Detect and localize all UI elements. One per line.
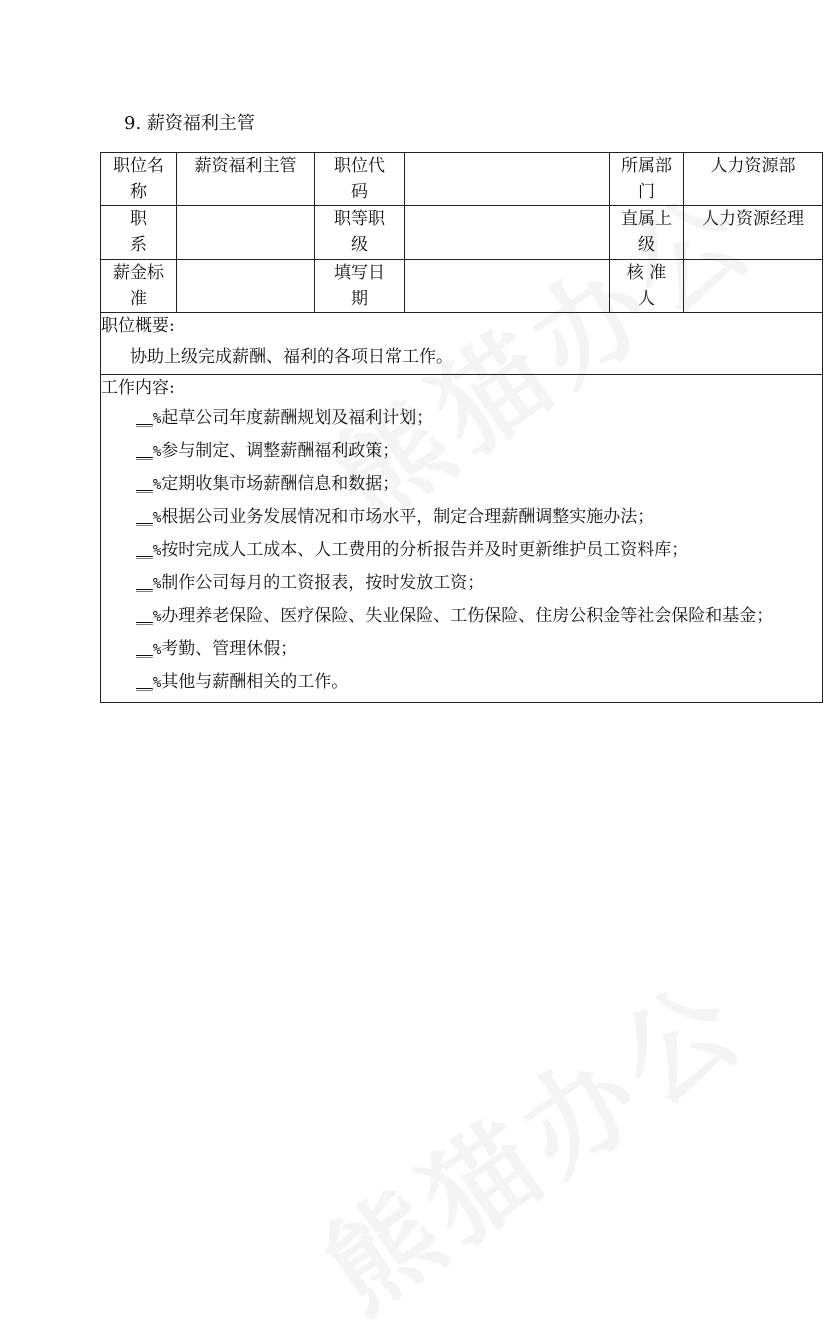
duty-percent-blank: __%	[136, 411, 162, 427]
summary-title: 职位概要:	[101, 316, 175, 336]
duty-item	[101, 405, 822, 433]
duty-percent-blank: __%	[136, 510, 162, 526]
duty-text: 其他与薪酬相关的工作。	[161, 672, 349, 692]
duty-text: 根据公司业务发展情况和市场水平，制定合理薪酬调整实施办法；	[161, 507, 655, 527]
duty-item	[101, 537, 822, 565]
duties-title: 工作内容:	[101, 378, 175, 398]
label-grade-level: 职等职 级	[315, 206, 405, 260]
value-grade-level	[405, 206, 610, 260]
duty-item	[101, 471, 822, 499]
section-title: 9. 薪资福利主管	[124, 113, 255, 134]
duty-item	[101, 504, 822, 532]
duty-item	[101, 438, 822, 466]
duty-text: 办理养老保险、医疗保险、失业保险、工伤保险、住房公积金等社会保险和基金；	[161, 606, 774, 626]
duty-text: 制作公司每月的工资报表，按时发放工资；	[161, 573, 485, 593]
duty-item	[101, 570, 822, 598]
label-department: 所属部 门	[610, 153, 684, 206]
duties-row	[101, 375, 823, 703]
duty-text: 参与制定、调整薪酬福利政策；	[161, 441, 400, 461]
label-approver: 核 准 人	[610, 260, 684, 313]
summary-text: 协助上级完成薪酬、福利的各项日常工作。	[130, 347, 453, 367]
duty-percent-blank: __%	[136, 543, 162, 559]
value-department: 人力资源部	[684, 153, 823, 206]
duty-text: 按时完成人工成本、人工费用的分析报告并及时更新维护员工资料库；	[161, 540, 689, 560]
duty-item	[101, 603, 822, 631]
value-approver	[684, 260, 823, 313]
duty-percent-blank: __%	[136, 642, 162, 658]
duty-text: 定期收集市场薪酬信息和数据；	[161, 474, 400, 494]
label-position-code: 职位代 码	[315, 153, 405, 206]
label-fill-date: 填写日 期	[315, 260, 405, 313]
value-salary-standard	[177, 260, 315, 313]
duty-percent-blank: __%	[136, 477, 162, 493]
table-row	[101, 153, 823, 206]
duty-percent-blank: __%	[136, 444, 162, 460]
duty-item	[101, 669, 822, 697]
watermark-bottom	[288, 937, 772, 1341]
table-row	[101, 206, 823, 260]
duty-percent-blank: __%	[136, 609, 162, 625]
duty-percent-blank: __%	[136, 675, 162, 691]
duty-text: 起草公司年度薪酬规划及福利计划；	[161, 408, 434, 428]
label-direct-supervisor: 直属上 级	[610, 206, 684, 260]
summary-cell	[101, 313, 823, 375]
duty-text: 考勤、管理休假；	[161, 639, 298, 659]
table-row	[101, 260, 823, 313]
value-direct-supervisor: 人力资源经理	[684, 206, 823, 260]
label-salary-standard: 薪金标 准	[101, 260, 177, 313]
summary-row	[101, 313, 823, 375]
value-job-family	[177, 206, 315, 260]
value-position-name: 薪资福利主管	[177, 153, 315, 206]
label-job-family: 职 系	[101, 206, 177, 260]
duty-list	[101, 405, 822, 697]
value-fill-date	[405, 260, 610, 313]
duty-item	[101, 636, 822, 664]
duty-percent-blank: __%	[136, 576, 162, 592]
label-position-name: 职位名 称	[101, 153, 177, 206]
job-description-table	[100, 152, 823, 703]
value-position-code	[405, 153, 610, 206]
duties-cell	[101, 375, 823, 703]
